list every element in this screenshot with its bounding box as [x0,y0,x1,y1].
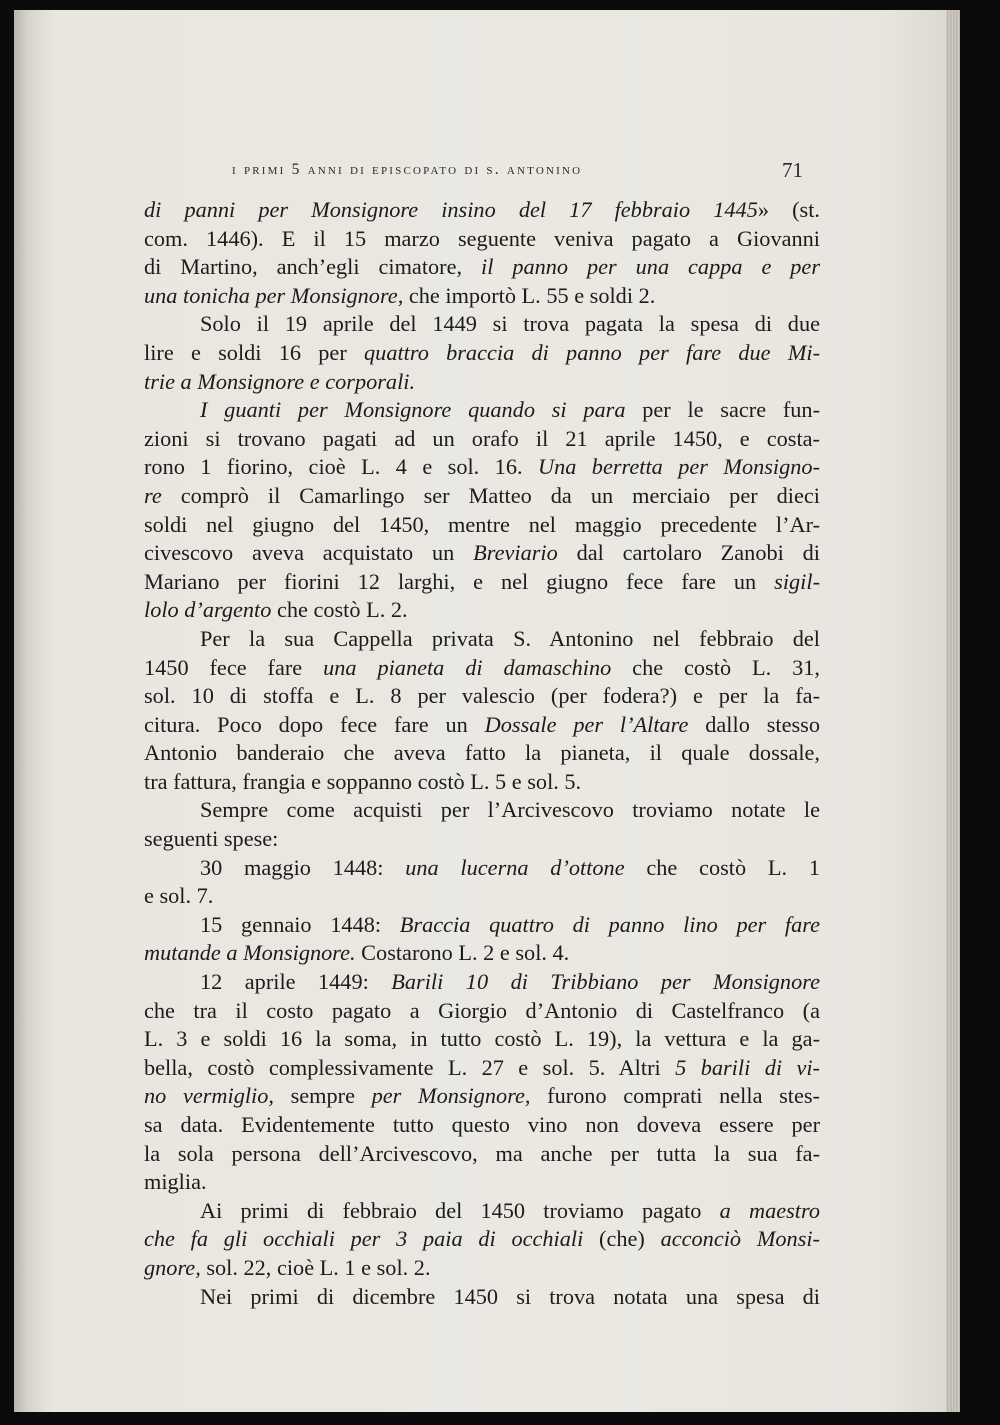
text-line: di panni per Monsignore insino del 17 febbraio 1445» (st. [144,197,820,222]
paragraph [144,968,820,1197]
text-line: Mariano per fiorini 12 larghi, e nel giugno fece fare un sigil- [144,568,820,594]
page-number: 71 [782,158,803,182]
text-line: Antonio banderaio che aveva fatto la pianeta, il quale dossale, [144,740,820,766]
text-line: rono 1 fiorino, cioè L. 4 e sol. 16. Una berretta per Monsigno- [144,454,820,480]
text-line: lolo d’argento che costò L. 2. [144,597,408,623]
text-line: Solo il 19 aprile del 1449 si trova pagata la spesa di due [200,311,820,337]
text-line: e sol. 7. [144,883,214,909]
text-line: L. 3 e soldi 16 la soma, in tutto costò L. 19), la vettura e la ga- [144,1026,820,1052]
text-line: di Martino, anch’egli cimatore, il panno per una cappa e per [144,254,820,280]
text-line: civescovo aveva acquistato un Breviario dal cartolaro Zanobi di [144,540,820,566]
paragraph [144,1197,820,1283]
text-line: zioni si trovano pagati ad un orafo il 21 aprile 1450, e costa- [144,425,820,451]
paragraph [144,796,820,853]
text-line: mutande a Monsignore. Costarono L. 2 e sol. 4. [144,940,570,966]
text-line: 12 aprile 1449: Barili 10 di Tribbiano per Monsignore [200,969,820,995]
text-line: lire e soldi 16 per quattro braccia di panno per fare due Mi- [144,339,821,365]
text-line: 1450 fece fare una pianeta di damaschino che costò L. 31, [144,654,820,680]
text-line: no vermiglio, sempre per Monsignore, furono comprati nella stes- [144,1083,820,1109]
book-page [14,10,960,1412]
text-line: trie a Monsignore e corporali. [144,368,416,394]
text-line: una tonicha per Monsignore, che importò L. 55 e soldi 2. [144,282,656,308]
paragraph [144,1283,820,1312]
text-line: sa data. Evidentemente tutto questo vino non doveva essere per [144,1112,820,1137]
text-line: com. 1446). E il 15 marzo seguente veniva pagato a Giovanni [144,225,820,251]
text-line: Per la sua Cappella privata S. Antonino nel febbraio del [200,625,820,651]
text-line: soldi nel giugno del 1450, mentre nel maggio precedente l’Ar- [144,511,820,537]
text-line: che tra il costo pagato a Giorgio d’Antonio di Castelfranco (a [144,997,820,1023]
text-line: 15 gennaio 1448: Braccia quattro di panno lino per fare [200,911,820,937]
text-line: che fa gli occhiali per 3 paia di occhiali (che) acconciò Monsi- [144,1226,820,1252]
paragraph [144,854,820,911]
text-line: miglia. [144,1169,207,1195]
text-line: bella, costò complessivamente L. 27 e sol. 5. Altri 5 barili di vi- [144,1054,820,1080]
text-line: re comprò il Camarlingo ser Matteo da un merciaio per dieci [144,482,820,508]
text-line: 30 maggio 1448: una lucerna d’ottone che costò L. 1 [200,854,820,880]
text-line: la sola persona dell’Arcivescovo, ma anche per tutta la sua fa- [144,1140,820,1166]
text-line: Sempre come acquisti per l’Arcivescovo troviamo notate le [200,797,820,823]
page-edges [946,10,960,1412]
paragraph [144,196,820,310]
body-text [144,196,820,1311]
paragraph [144,625,820,797]
paragraph [144,310,820,396]
text-line: citura. Poco dopo fece fare un Dossale per l’Altare dallo stesso [144,711,820,737]
paragraph [144,396,820,625]
running-head: i primi 5 anni di episcopato di s. antonino [232,161,583,178]
text-line: sol. 10 di stoffa e L. 8 per valescio (per fodera?) e per la fa- [144,683,820,709]
text-line: I guanti per Monsignore quando si para per le sacre fun- [200,397,820,423]
text-line: gnore, sol. 22, cioè L. 1 e sol. 2. [144,1254,431,1280]
text-line: Ai primi di febbraio del 1450 troviamo pagato a maestro [200,1197,820,1223]
text-line: seguenti spese: [144,826,279,852]
text-line: Nei primi di dicembre 1450 si trova notata una spesa di [200,1283,820,1309]
text-line: tra fattura, frangia e soppanno costò L. 5 e sol. 5. [144,768,582,794]
paragraph [144,911,820,968]
